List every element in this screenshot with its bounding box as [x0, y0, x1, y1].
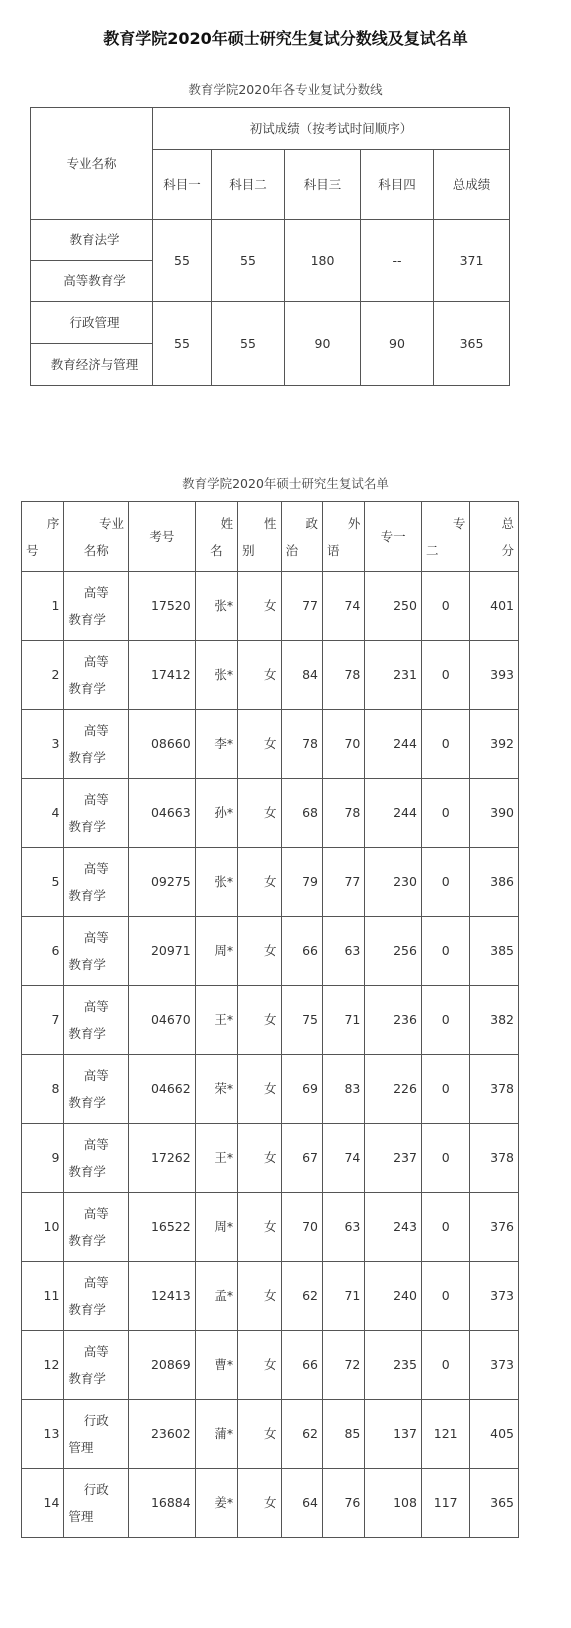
table-row — [22, 986, 519, 1055]
cell-pro1: 235 — [365, 1331, 422, 1400]
score-cell: -- — [361, 220, 434, 302]
cell-gender: 女 — [238, 1124, 281, 1193]
cell-gender: 女 — [238, 641, 281, 710]
cell-exam-no: 04670 — [129, 986, 196, 1055]
table-row — [22, 1193, 519, 1262]
cell-seq: 3 — [22, 710, 64, 779]
cell-pro1: 236 — [365, 986, 422, 1055]
cell-pro2: 0 — [421, 1124, 469, 1193]
cell-pro1: 256 — [365, 917, 422, 986]
cell-major: 高等 教育学 — [64, 986, 129, 1055]
cell-pro1: 237 — [365, 1124, 422, 1193]
score-cell: 371 — [434, 220, 510, 302]
table-row — [22, 710, 519, 779]
header-total: 总 分 — [470, 502, 519, 572]
score-cell: 90 — [361, 302, 434, 386]
cell-gender: 女 — [238, 1055, 281, 1124]
score-cell: 55 — [153, 302, 212, 386]
cell-foreign: 72 — [322, 1331, 364, 1400]
cell-seq: 4 — [22, 779, 64, 848]
cell-foreign: 78 — [322, 779, 364, 848]
cell-foreign: 74 — [322, 572, 364, 641]
cell-total: 385 — [470, 917, 519, 986]
cell-total: 376 — [470, 1193, 519, 1262]
cell-exam-no: 08660 — [129, 710, 196, 779]
cell-exam-no: 16884 — [129, 1469, 196, 1538]
cell-politics: 62 — [281, 1262, 322, 1331]
cell-seq: 7 — [22, 986, 64, 1055]
major-header: 专业名称 — [31, 108, 153, 220]
cell-name: 张* — [195, 572, 237, 641]
score-cell: 90 — [285, 302, 361, 386]
cell-name: 曹* — [195, 1331, 237, 1400]
cell-name: 王* — [195, 1124, 237, 1193]
page-title: 教育学院2020年硕士研究生复试分数线及复试名单 — [103, 29, 468, 48]
cell-name: 张* — [195, 641, 237, 710]
header-seq: 序 号 — [22, 502, 64, 572]
cell-name: 周* — [195, 917, 237, 986]
cell-seq: 12 — [22, 1331, 64, 1400]
cell-foreign: 74 — [322, 1124, 364, 1193]
col-total: 总成绩 — [434, 150, 510, 220]
score-cell: 55 — [212, 302, 285, 386]
cell-name: 张* — [195, 848, 237, 917]
cell-major: 行政 管理 — [64, 1469, 129, 1538]
cell-total: 405 — [470, 1400, 519, 1469]
cell-pro2: 0 — [421, 1331, 469, 1400]
cell-exam-no: 12413 — [129, 1262, 196, 1331]
table-row — [22, 1469, 519, 1538]
cell-pro2: 0 — [421, 710, 469, 779]
cell-exam-no: 16522 — [129, 1193, 196, 1262]
header-foreign: 外 语 — [322, 502, 364, 572]
cell-major: 高等 教育学 — [64, 1055, 129, 1124]
cell-total: 378 — [470, 1124, 519, 1193]
cell-politics: 69 — [281, 1055, 322, 1124]
cell-exam-no: 09275 — [129, 848, 196, 917]
cell-name: 孟* — [195, 1262, 237, 1331]
col-subject-4: 科目四 — [361, 150, 434, 220]
cell-name: 姜* — [195, 1469, 237, 1538]
cell-total: 390 — [470, 779, 519, 848]
cell-foreign: 71 — [322, 1262, 364, 1331]
cell-pro1: 250 — [365, 572, 422, 641]
cell-exam-no: 17520 — [129, 572, 196, 641]
cell-major: 高等 教育学 — [64, 1124, 129, 1193]
cell-seq: 5 — [22, 848, 64, 917]
cell-exam-no: 04662 — [129, 1055, 196, 1124]
cell-name: 王* — [195, 986, 237, 1055]
cell-foreign: 71 — [322, 986, 364, 1055]
cell-gender: 女 — [238, 779, 281, 848]
cell-pro1: 244 — [365, 779, 422, 848]
cell-gender: 女 — [238, 1331, 281, 1400]
cell-politics: 79 — [281, 848, 322, 917]
cell-total: 392 — [470, 710, 519, 779]
cell-seq: 14 — [22, 1469, 64, 1538]
cell-total: 373 — [470, 1262, 519, 1331]
cell-major: 高等 教育学 — [64, 779, 129, 848]
cell-seq: 1 — [22, 572, 64, 641]
cell-gender: 女 — [238, 1469, 281, 1538]
cell-seq: 8 — [22, 1055, 64, 1124]
cell-gender: 女 — [238, 848, 281, 917]
cell-foreign: 70 — [322, 710, 364, 779]
header-name: 姓 名 — [195, 502, 237, 572]
cell-politics: 84 — [281, 641, 322, 710]
cell-pro2: 0 — [421, 848, 469, 917]
table-row — [22, 1400, 519, 1469]
cell-exam-no: 17412 — [129, 641, 196, 710]
cell-pro1: 108 — [365, 1469, 422, 1538]
major-cell: 教育法学 — [31, 220, 153, 261]
cell-foreign: 76 — [322, 1469, 364, 1538]
cutoff-caption: 教育学院2020年各专业复试分数线 — [188, 82, 383, 97]
table-row — [22, 848, 519, 917]
major-cell: 高等教育学 — [31, 261, 153, 302]
major-cell: 教育经济与管理 — [31, 344, 153, 386]
cell-exam-no: 04663 — [129, 779, 196, 848]
table-row — [22, 641, 519, 710]
cell-major: 高等 教育学 — [64, 572, 129, 641]
cell-foreign: 63 — [322, 1193, 364, 1262]
header-exam-no: 考号 — [129, 502, 196, 572]
cell-major: 高等 教育学 — [64, 1193, 129, 1262]
cell-seq: 13 — [22, 1400, 64, 1469]
cell-seq: 6 — [22, 917, 64, 986]
cell-pro2: 121 — [421, 1400, 469, 1469]
score-cell: 55 — [153, 220, 212, 302]
cell-pro1: 240 — [365, 1262, 422, 1331]
cell-politics: 68 — [281, 779, 322, 848]
cell-name: 李* — [195, 710, 237, 779]
score-cell: 365 — [434, 302, 510, 386]
cell-pro2: 0 — [421, 1193, 469, 1262]
cell-politics: 64 — [281, 1469, 322, 1538]
col-subject-2: 科目二 — [212, 150, 285, 220]
cell-name: 荣* — [195, 1055, 237, 1124]
cell-seq: 9 — [22, 1124, 64, 1193]
cell-pro2: 0 — [421, 572, 469, 641]
cell-exam-no: 20869 — [129, 1331, 196, 1400]
cell-exam-no: 17262 — [129, 1124, 196, 1193]
table-row — [22, 779, 519, 848]
list-caption: 教育学院2020年硕士研究生复试名单 — [182, 476, 389, 491]
cell-total: 373 — [470, 1331, 519, 1400]
cell-major: 高等 教育学 — [64, 848, 129, 917]
col-subject-3: 科目三 — [285, 150, 361, 220]
cell-name: 蒲* — [195, 1400, 237, 1469]
admission-list-table — [21, 501, 519, 1538]
cell-seq: 11 — [22, 1262, 64, 1331]
cell-name: 周* — [195, 1193, 237, 1262]
cell-gender: 女 — [238, 572, 281, 641]
header-pro1: 专一 — [365, 502, 422, 572]
cell-gender: 女 — [238, 986, 281, 1055]
col-subject-1: 科目一 — [153, 150, 212, 220]
cell-seq: 2 — [22, 641, 64, 710]
cell-foreign: 78 — [322, 641, 364, 710]
cell-exam-no: 20971 — [129, 917, 196, 986]
cell-pro1: 243 — [365, 1193, 422, 1262]
table-row — [22, 917, 519, 986]
score-cell: 180 — [285, 220, 361, 302]
cell-foreign: 85 — [322, 1400, 364, 1469]
cell-pro1: 226 — [365, 1055, 422, 1124]
cell-politics: 66 — [281, 917, 322, 986]
cell-foreign: 77 — [322, 848, 364, 917]
cell-gender: 女 — [238, 1262, 281, 1331]
cell-seq: 10 — [22, 1193, 64, 1262]
cell-total: 365 — [470, 1469, 519, 1538]
cell-pro1: 137 — [365, 1400, 422, 1469]
cell-name: 孙* — [195, 779, 237, 848]
table-row — [22, 1262, 519, 1331]
cell-total: 378 — [470, 1055, 519, 1124]
cell-major: 高等 教育学 — [64, 1331, 129, 1400]
cell-total: 401 — [470, 572, 519, 641]
cell-gender: 女 — [238, 1400, 281, 1469]
cell-foreign: 63 — [322, 917, 364, 986]
cell-pro2: 0 — [421, 641, 469, 710]
cutoff-table — [30, 107, 510, 386]
cell-politics: 78 — [281, 710, 322, 779]
cell-politics: 62 — [281, 1400, 322, 1469]
major-cell: 行政管理 — [31, 302, 153, 344]
cell-politics: 77 — [281, 572, 322, 641]
cell-pro2: 0 — [421, 1055, 469, 1124]
cell-pro2: 117 — [421, 1469, 469, 1538]
table-row — [22, 1055, 519, 1124]
cell-pro2: 0 — [421, 779, 469, 848]
cell-pro1: 230 — [365, 848, 422, 917]
cell-exam-no: 23602 — [129, 1400, 196, 1469]
cell-total: 393 — [470, 641, 519, 710]
cell-total: 382 — [470, 986, 519, 1055]
cell-politics: 70 — [281, 1193, 322, 1262]
cell-major: 高等 教育学 — [64, 710, 129, 779]
group-header: 初试成绩（按考试时间顺序） — [153, 108, 510, 150]
cell-major: 高等 教育学 — [64, 1262, 129, 1331]
cell-major: 高等 教育学 — [64, 641, 129, 710]
table-row — [22, 1124, 519, 1193]
cell-gender: 女 — [238, 1193, 281, 1262]
score-cell: 55 — [212, 220, 285, 302]
cell-pro1: 231 — [365, 641, 422, 710]
cell-foreign: 83 — [322, 1055, 364, 1124]
cell-gender: 女 — [238, 917, 281, 986]
table-row — [22, 1331, 519, 1400]
cell-major: 高等 教育学 — [64, 917, 129, 986]
cell-major: 行政 管理 — [64, 1400, 129, 1469]
cell-gender: 女 — [238, 710, 281, 779]
header-gender: 性 别 — [238, 502, 281, 572]
cell-politics: 66 — [281, 1331, 322, 1400]
table-row — [22, 572, 519, 641]
cell-total: 386 — [470, 848, 519, 917]
header-politics: 政 治 — [281, 502, 322, 572]
header-major: 专业 名称 — [64, 502, 129, 572]
cell-pro1: 244 — [365, 710, 422, 779]
cell-politics: 67 — [281, 1124, 322, 1193]
cell-politics: 75 — [281, 986, 322, 1055]
cell-pro2: 0 — [421, 1262, 469, 1331]
cell-pro2: 0 — [421, 917, 469, 986]
cell-pro2: 0 — [421, 986, 469, 1055]
header-pro2: 专 二 — [421, 502, 469, 572]
